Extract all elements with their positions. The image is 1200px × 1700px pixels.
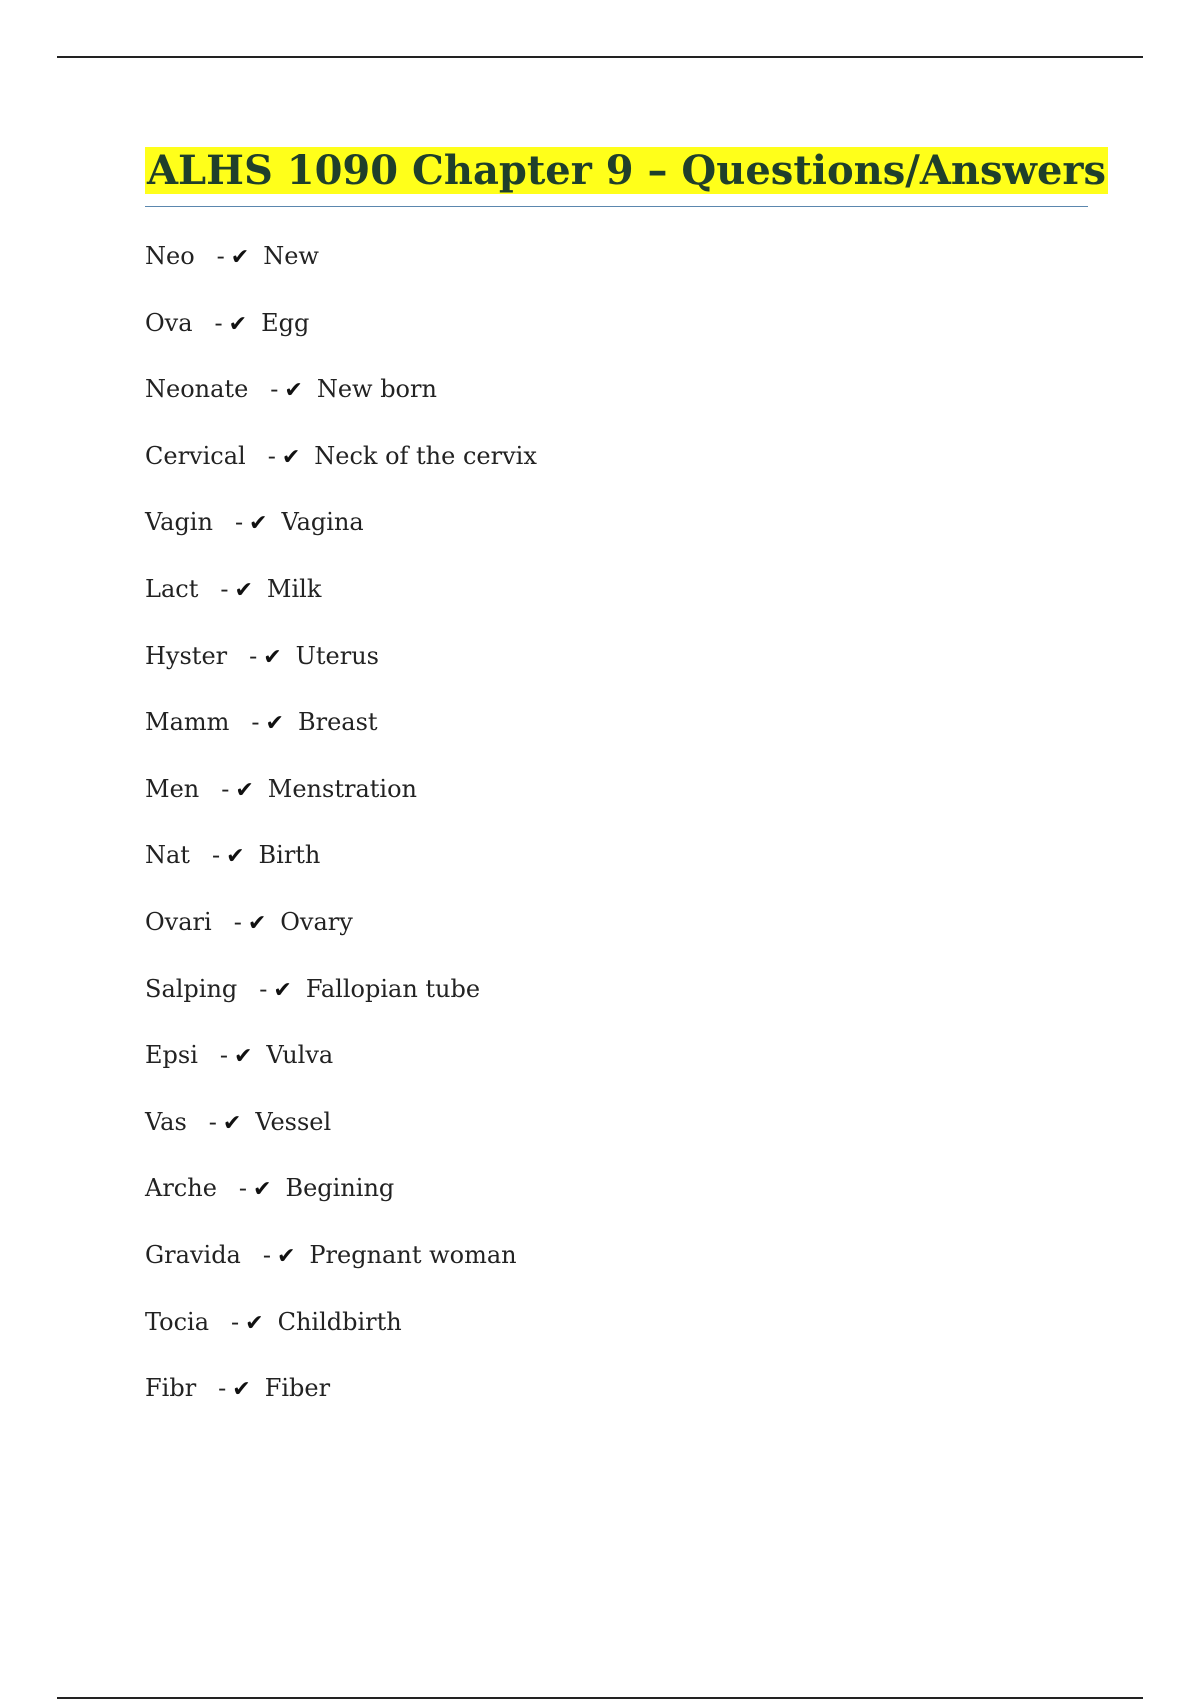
dash-separator: - xyxy=(221,774,230,803)
qa-answer: Birth xyxy=(258,841,321,870)
dash-separator: - xyxy=(251,708,260,737)
dash-separator: - xyxy=(238,1174,248,1203)
dash-separator: - xyxy=(262,1240,271,1269)
qa-term: Ova xyxy=(145,308,193,337)
dash-separator: - xyxy=(270,375,279,404)
qa-item xyxy=(145,1172,537,1239)
qa-term: Nat xyxy=(145,841,190,870)
checkmark-icon: ✔ xyxy=(234,577,253,603)
dash-separator: - xyxy=(218,1374,227,1403)
checkmark-icon: ✔ xyxy=(230,245,250,270)
qa-item xyxy=(145,440,537,507)
checkmark-icon: ✔ xyxy=(247,910,267,936)
checkmark-icon: ✔ xyxy=(233,1044,253,1070)
qa-term: Salping xyxy=(145,974,238,1003)
page-title-text: ALHS 1090 Chapter 9 – Questions/Answers xyxy=(147,147,1107,194)
qa-term: Lact xyxy=(145,574,199,603)
qa-answer: New xyxy=(263,242,319,270)
qa-item xyxy=(145,973,537,1040)
dash-separator: - xyxy=(211,841,221,870)
qa-answer: Fallopian tube xyxy=(305,974,481,1003)
qa-item xyxy=(145,1039,537,1106)
qa-item xyxy=(145,506,537,573)
title-underline xyxy=(145,206,1088,207)
qa-term: Neo xyxy=(145,242,195,270)
qa-term: Men xyxy=(145,774,200,803)
dash-separator: - xyxy=(234,508,244,537)
qa-term: Vas xyxy=(145,1107,187,1136)
dash-separator: - xyxy=(214,308,223,337)
qa-term: Mamm xyxy=(145,708,230,737)
dash-separator: - xyxy=(231,1307,240,1336)
qa-term: Vagin xyxy=(145,508,213,537)
qa-answer: Menstration xyxy=(267,774,417,803)
qa-term: Epsi xyxy=(145,1041,198,1070)
qa-list xyxy=(145,240,537,1439)
checkmark-icon: ✔ xyxy=(281,444,301,470)
qa-item xyxy=(145,640,537,707)
qa-term: Tocia xyxy=(145,1307,210,1336)
qa-answer: Begining xyxy=(285,1174,395,1203)
checkmark-icon: ✔ xyxy=(245,1310,264,1336)
checkmark-icon: ✔ xyxy=(222,1110,242,1136)
dash-separator: - xyxy=(233,907,242,936)
qa-term: Gravida xyxy=(145,1240,241,1269)
qa-item xyxy=(145,706,537,773)
qa-item xyxy=(145,307,537,374)
dash-separator: - xyxy=(208,1107,217,1136)
qa-item xyxy=(145,373,537,440)
dash-separator: - xyxy=(259,974,268,1003)
checkmark-icon: ✔ xyxy=(284,378,303,404)
qa-answer: Pregnant woman xyxy=(309,1240,517,1269)
dash-separator: - xyxy=(267,441,276,470)
qa-answer: Uterus xyxy=(295,641,379,670)
qa-item xyxy=(145,773,537,840)
qa-answer: Vessel xyxy=(255,1107,332,1136)
checkmark-icon: ✔ xyxy=(253,1177,272,1203)
qa-term: Fibr xyxy=(145,1374,197,1403)
qa-answer: Ovary xyxy=(280,907,353,936)
qa-item xyxy=(145,240,537,307)
header-rule xyxy=(57,56,1143,58)
checkmark-icon: ✔ xyxy=(265,711,284,737)
checkmark-icon: ✔ xyxy=(276,1243,296,1269)
checkmark-icon: ✔ xyxy=(273,977,292,1003)
qa-term: Cervical xyxy=(145,441,246,470)
checkmark-icon: ✔ xyxy=(232,1377,251,1403)
dash-separator: - xyxy=(249,641,258,670)
qa-answer: Milk xyxy=(266,574,322,603)
checkmark-icon: ✔ xyxy=(263,644,282,670)
qa-answer: Egg xyxy=(261,308,310,337)
qa-item xyxy=(145,573,537,640)
qa-answer: New born xyxy=(316,375,437,404)
qa-term: Arche xyxy=(145,1174,217,1203)
qa-item xyxy=(145,1239,537,1306)
qa-item xyxy=(145,906,537,973)
footer-rule xyxy=(57,1697,1143,1699)
qa-answer: Vulva xyxy=(266,1041,334,1070)
qa-answer: Neck of the cervix xyxy=(314,441,537,470)
dash-separator: - xyxy=(219,1041,228,1070)
checkmark-icon: ✔ xyxy=(235,777,254,803)
qa-item xyxy=(145,1372,537,1439)
qa-item xyxy=(145,1306,537,1373)
page-title xyxy=(145,145,1108,197)
qa-term: Neonate xyxy=(145,375,249,404)
qa-answer: Breast xyxy=(297,708,378,737)
checkmark-icon: ✔ xyxy=(228,311,248,337)
checkmark-icon: ✔ xyxy=(226,844,245,870)
dash-separator: - xyxy=(216,242,225,270)
checkmark-icon: ✔ xyxy=(249,511,268,537)
qa-item xyxy=(145,839,537,906)
dash-separator: - xyxy=(220,574,229,603)
qa-answer: Vagina xyxy=(281,508,364,537)
qa-term: Ovari xyxy=(145,907,212,936)
qa-answer: Fiber xyxy=(264,1374,331,1403)
qa-item xyxy=(145,1106,537,1173)
qa-term: Hyster xyxy=(145,641,228,670)
qa-answer: Childbirth xyxy=(277,1307,402,1336)
